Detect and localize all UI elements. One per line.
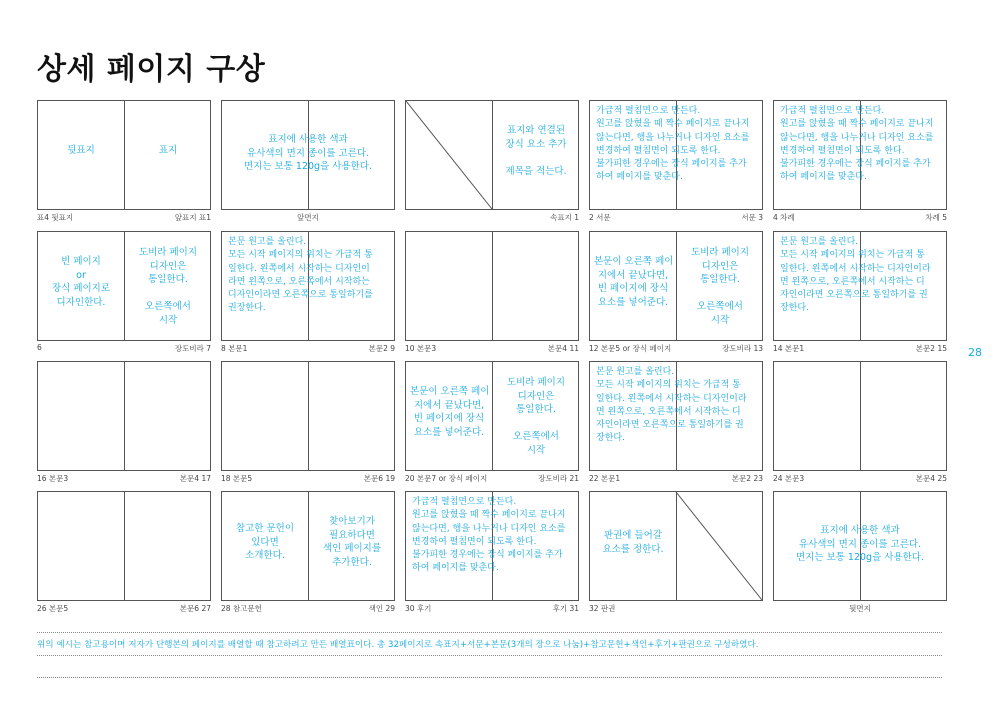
page-label-left: 18 본문5: [221, 474, 253, 483]
spread-note: 가급적 펼침면으로 만든다. 원고를 앉혔을 때 짝수 페이지로 끝나지 않는다면, 행을 나누거나 디자인 요소를 변경하여 펼침면이 되도록 한다. 불가피한 경우에는 장식 페이지를 추가 하여 페이지를 맞춘다.: [412, 497, 566, 574]
left-page-note: 판권에 들어갈 요소를 정한다.: [602, 530, 664, 555]
page-spread: [221, 361, 395, 471]
page-label-right: 장도비라 7: [174, 344, 211, 353]
spread-note: 표지에 사용한 색과 유사색의 면지 종이를 고른다. 면지는 보통 120g을 사용한다.: [243, 134, 372, 172]
spread-note: 본문 원고를 올린다. 모든 시작 페이지의 위치는 가급적 통 일한다. 왼쪽에서 시작하는 디자인이 라면 왼쪽으로, 오른쪽에서 시작하는 디자인이라면 오른쪽으로 통일하기를 권장한다.: [228, 237, 373, 314]
right-page-note: 도비라 페이지 디자인은 통일한다. 오른쪽에서 시작: [138, 247, 198, 326]
page-label-center: 앞면지: [297, 213, 319, 222]
page-label-left: 20 본문7 or 장식 페이지: [405, 474, 488, 483]
page-label-right: 차례 5: [925, 213, 947, 222]
page-label-left: 30 후기: [405, 604, 432, 613]
right-page-note: 찾아보기가 필요하다면 색인 페이지를 추가한다.: [322, 516, 382, 568]
spine-fold: [124, 232, 125, 340]
page-label-left: 8 본문1: [221, 344, 248, 353]
page-spread: [589, 231, 763, 341]
page-label-right: 속표지 1: [550, 213, 579, 222]
page-label-left: 26 본문5: [37, 604, 69, 613]
left-page-note: 참고한 문헌이 있다면 소개한다.: [235, 523, 295, 561]
page-label-left: 22 본문1: [589, 474, 621, 483]
spread-note: 본문 원고를 올린다. 모든 시작 페이지의 위치는 가급적 통 일한다. 왼쪽에서 시작하는 디자인이라 면 왼쪽으로, 오른쪽에서 시작하는 디 자인이라면 오른쪽으로 통일하기를 권 장한다.: [596, 367, 747, 444]
page-label-left: 표4 뒷표지: [37, 213, 74, 222]
page-spread: [405, 231, 579, 341]
spread-note: 가급적 펼침면으로 만든다. 원고를 앉혔을 때 짝수 페이지로 끝나지 않는다면, 행을 나누거나 디자인 요소를 변경하여 펼침면이 되도록 한다. 불가피한 경우에는 장식 페이지를 추가 하여 페이지를 맞춘다.: [780, 106, 934, 183]
page-spread: [589, 361, 763, 471]
page-label-right: 본문4 25: [915, 474, 947, 483]
page-spread: [405, 491, 579, 601]
page-spread: [37, 100, 211, 210]
page-label-right: 후기 31: [552, 604, 579, 613]
spine-fold: [124, 362, 125, 470]
page-label-right: 서문 3: [741, 213, 763, 222]
spread-note: 표지에 사용한 색과 유사색의 면지 종이를 고른다. 면지는 보통 120g을 사용한다.: [795, 525, 924, 563]
page-label-right: 본문4 11: [547, 344, 579, 353]
page-spread: [589, 491, 763, 601]
spine-fold: [860, 362, 861, 470]
page-spread: [37, 231, 211, 341]
page-label-left: 6: [37, 343, 42, 352]
spine-fold: [492, 362, 493, 470]
page-spread: [221, 231, 395, 341]
page-label-right: 색인 29: [368, 604, 395, 613]
spine-fold: [308, 492, 309, 600]
spine-fold: [124, 101, 125, 209]
page-label-center: 뒷면지: [849, 604, 871, 613]
spine-fold: [492, 232, 493, 340]
dotted-divider: [37, 632, 942, 633]
left-page-note: 본문이 오른쪽 페이 지에서 끝났다면, 빈 페이지에 장식 요소를 넣어준다.: [594, 256, 674, 308]
footnote: 위의 예시는 참고용이며 저자가 단행본의 페이지를 배열할 때 참고하려고 만든 배열표이다. 총 32페이지로 속표지+서문+본문(3개의 장으로 나눔)+참고문헌+색인+후기+판권으로 구성하였다.: [37, 640, 759, 650]
left-page-note: 뒷표지: [67, 145, 95, 156]
spread-note: 본문 원고를 올린다. 모든 시작 페이지의 위치는 가급적 통 일한다. 왼쪽에서 시작하는 디자인이라 면 왼쪽으로, 오른쪽에서 시작하는 디 자인이라면 오른쪽으로 통일하기를 권 장한다.: [780, 237, 931, 314]
page-label-left: 14 본문1: [773, 344, 805, 353]
page-label-left: 4 차례: [773, 213, 795, 222]
spine-fold: [676, 232, 677, 340]
page-spread: [221, 491, 395, 601]
page-spread: [221, 100, 395, 210]
page-spread: [405, 361, 579, 471]
page-label-left: 12 본문5 or 장식 페이지: [589, 344, 672, 353]
page-label-right: 장도비라 21: [538, 474, 579, 483]
page-spread: [773, 100, 947, 210]
spine-fold: [124, 492, 125, 600]
page-spread: [37, 361, 211, 471]
page-spread: [405, 100, 579, 210]
dotted-divider: [37, 655, 942, 656]
left-page-note: 본문이 오른쪽 페이 지에서 끝났다면, 빈 페이지에 장식 요소를 넣어준다.: [410, 386, 490, 438]
page-label-right: 본문6 27: [179, 604, 211, 613]
right-page-note: 표지와 연결된 장식 요소 추가 제목을 적는다.: [505, 125, 567, 177]
page-spread: [773, 231, 947, 341]
page-title: 상세 페이지 구상: [37, 52, 266, 87]
page-label-right: 본문4 17: [179, 474, 211, 483]
page-label-right: 본문2 15: [915, 344, 947, 353]
page-label-right: 본문2 9: [368, 344, 395, 353]
page-label-right: 앞표지 표1: [174, 213, 211, 222]
right-page-note: 도비라 페이지 디자인은 통일한다. 오른쪽에서 시작: [690, 247, 750, 326]
dotted-divider: [37, 677, 942, 678]
right-page-note: 표지: [158, 145, 178, 156]
spine-fold: [308, 362, 309, 470]
page-spread: [773, 491, 947, 601]
page-label-left: 16 본문3: [37, 474, 69, 483]
right-page-note: 도비라 페이지 디자인은 통일한다. 오른쪽에서 시작: [506, 377, 566, 456]
page-label-left: 32 판권: [589, 604, 616, 613]
page-spread: [37, 491, 211, 601]
page-label-right: 장도비라 13: [722, 344, 763, 353]
page-label-right: 본문2 23: [731, 474, 763, 483]
page-label-left: 2 서문: [589, 213, 611, 222]
left-page-note: 빈 페이지 or 장식 페이지로 디자인한다.: [51, 256, 111, 308]
page-number: 28: [968, 346, 982, 359]
page-label-right: 본문6 19: [363, 474, 395, 483]
page-spread: [589, 100, 763, 210]
page-label-left: 24 본문3: [773, 474, 805, 483]
page-spread: [773, 361, 947, 471]
page-label-left: 28 참고문헌: [221, 604, 262, 613]
page-label-left: 10 본문3: [405, 344, 437, 353]
spread-note: 가급적 펼침면으로 만든다. 원고를 앉혔을 때 짝수 페이지로 끝나지 않는다면, 행을 나누거나 디자인 요소를 변경하여 펼침면이 되도록 한다. 불가피한 경우에는 장식 페이지를 추가 하여 페이지를 맞춘다.: [596, 106, 750, 183]
